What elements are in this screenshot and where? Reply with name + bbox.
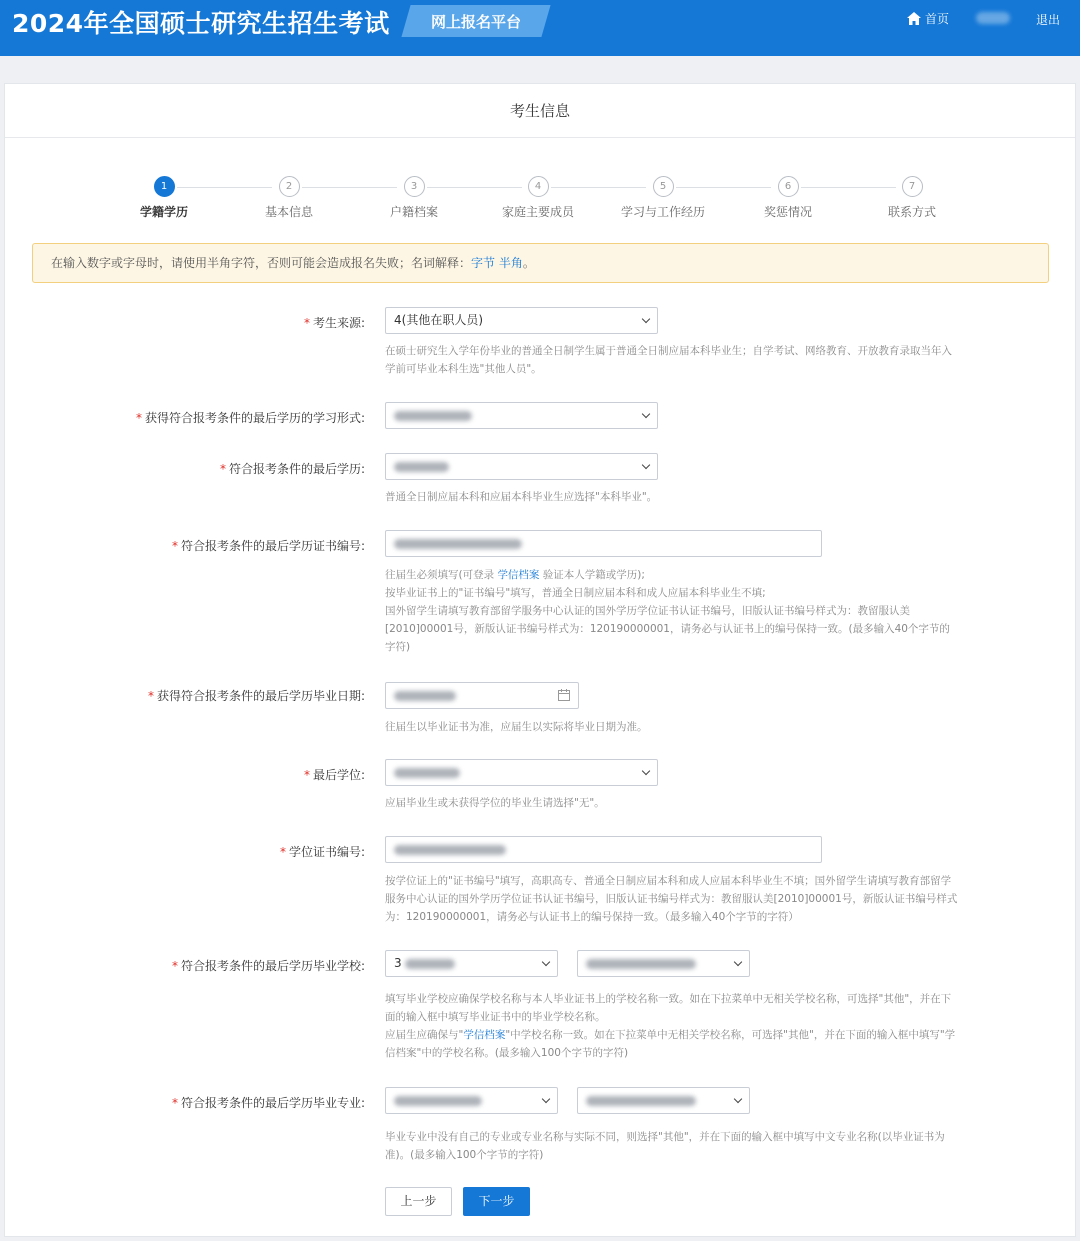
byte-link[interactable]: 字节 <box>471 256 496 270</box>
source-select[interactable]: 4(其他在职人员) <box>385 307 658 334</box>
step-label: 联系方式 <box>887 205 936 219</box>
edu-cert-label: * 符合报考条件的最后学历证书编号: <box>171 539 365 553</box>
edu-cert-hint: 往届生必须填写(可登录 学信档案 验证本人学籍或学历); 按毕业证书上的"证书编号"填写，普通全日制应届本科和成人应届本科毕业生不填; 国外留学生请填写教育部留学服务中心认证的国外学历学位证书认证书编号，旧版认证书编号样式为：教留服认美[2010]00001号，新版认证书编号样式为：120190000001，请务必与认证书上的编号保持一致。(最多输入40个字节的字符) <box>385 569 950 653</box>
step-2: 2 基本信息 <box>234 174 344 220</box>
degree-cert-hint: 按学位证上的"证书编号"填写，高职高专、普通全日制应届本科和成人应届本科毕业生不填；国外留学生请填写教育部留学服务中心认证的国外学历学位证书认证书编号，旧版认证书编号样式为：教留服认美[2010]00001号，新版认证书编号样式为：120190000001，请务必与认证书上的编号保持一致。（最多输入40个字节的字符） <box>385 875 958 923</box>
calendar-icon <box>558 689 570 701</box>
platform-label: 网上报名平台 <box>430 13 521 31</box>
major-name-select[interactable] <box>577 1087 750 1114</box>
degree-select[interactable] <box>385 759 658 786</box>
step-4: 4 家庭主要成员 <box>483 174 593 220</box>
logout-link[interactable]: 退出 <box>1036 13 1061 27</box>
study-form-label: * 获得符合报考条件的最后学历的学习形式: <box>135 411 365 425</box>
top-bar <box>0 0 1080 56</box>
grad-date-hint: 往届生以毕业证书为准，应届生以实际将毕业日期为准。 <box>385 721 648 733</box>
major-category-select[interactable] <box>385 1087 558 1114</box>
degree-label: * 最后学位: <box>303 768 365 782</box>
step-5: 5 学习与工作经历 <box>608 174 718 220</box>
next-step-button[interactable]: 下一步 <box>463 1187 530 1216</box>
degree-cert-label: * 学位证书编号: <box>279 845 365 859</box>
home-label: 首页 <box>925 12 950 26</box>
edu-label: * 符合报考条件的最后学历: <box>219 462 365 476</box>
major-label: * 符合报考条件的最后学历毕业专业: <box>171 1096 365 1110</box>
step-7: 7 联系方式 <box>857 174 967 220</box>
site-title: 2024年全国硕士研究生招生考试 <box>12 9 390 38</box>
study-form-select[interactable] <box>385 402 658 429</box>
grad-date-input[interactable] <box>385 682 579 709</box>
step-1: 1 学籍学历 <box>109 174 219 220</box>
school-name-select[interactable] <box>577 950 750 977</box>
major-hint: 毕业专业中没有自己的专业或专业名称与实际不同，则选择"其他"，并在下面的输入框中填写中文专业名称(以毕业证书为准)。(最多输入100个字节的字符) <box>385 1131 945 1161</box>
step-label: 户籍档案 <box>389 205 438 219</box>
edu-hint: 普通全日制应届本科和应届本科毕业生应选择"本科毕业"。 <box>385 491 658 503</box>
degree-cert-input[interactable] <box>385 836 822 863</box>
user-name-redacted <box>976 12 1010 24</box>
home-link[interactable] <box>907 10 949 27</box>
school-region-select[interactable]: 3 <box>385 950 558 977</box>
xuexin-link-2[interactable]: 学信档案 <box>463 1029 506 1041</box>
step-3: 3 户籍档案 <box>359 174 469 220</box>
home-icon <box>907 12 921 25</box>
step-6: 6 奖惩情况 <box>733 174 843 220</box>
school-label: * 符合报考条件的最后学历毕业学校: <box>171 959 365 973</box>
step-label: 基本信息 <box>264 205 313 219</box>
main-panel <box>4 83 1076 1237</box>
grad-date-label: * 获得符合报考条件的最后学历毕业日期: <box>147 689 365 703</box>
panel-title: 考生信息 <box>5 84 1075 138</box>
half-width-notice: 在输入数字或字母时，请使用半角字符，否则可能会造成报名失败；名词解释：字节 半角。 <box>32 243 1049 283</box>
degree-hint: 应届毕业生或未获得学位的毕业生请选择"无"。 <box>385 797 605 809</box>
step-progress <box>5 174 1077 219</box>
step-label: 奖惩情况 <box>763 205 812 219</box>
platform-tag <box>406 5 546 37</box>
edu-cert-input[interactable] <box>385 530 822 557</box>
school-hint: 填写毕业学校应确保学校名称与本人毕业证书上的学校名称一致。如在下拉菜单中无相关学校名称，可选择"其他"，并在下面的输入框中填写毕业证书中的毕业学校名称。 应届生应确保与"学信档案"中学校名称一致。如在下拉菜单中无相关学校名称，可选择"其他"，并在下面的输入框中填写"学信档案"中的学校名称。(最多输入100个字节的字符) <box>385 993 956 1059</box>
source-hint: 在硕士研究生入学年份毕业的普通全日制学生属于普通全日制应届本科毕业生；自学考试、网络教育、开放教育录取当年入学前可毕业本科生选"其他人员"。 <box>385 345 952 375</box>
source-label: * 考生来源: <box>303 316 365 330</box>
step-label: 家庭主要成员 <box>501 205 574 219</box>
xuexin-link[interactable]: 学信档案 <box>497 569 540 581</box>
half-width-link[interactable]: 半角 <box>498 256 523 270</box>
edu-select[interactable] <box>385 453 658 480</box>
step-label: 学籍学历 <box>139 205 188 219</box>
step-label: 学习与工作经历 <box>620 205 705 219</box>
prev-step-button[interactable]: 上一步 <box>385 1187 452 1216</box>
